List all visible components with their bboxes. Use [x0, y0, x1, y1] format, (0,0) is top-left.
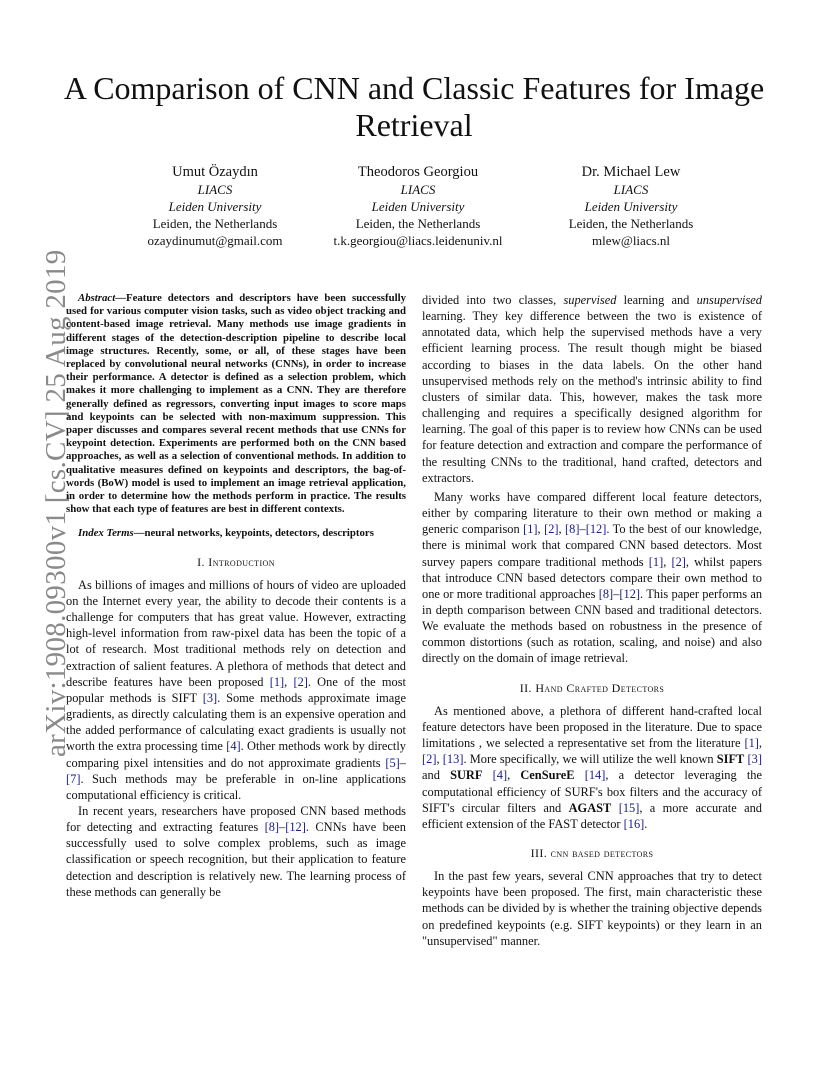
right-column — [422, 292, 762, 949]
arxiv-stamp: arXiv:1908.09300v1 [cs.CV] 25 Aug 2019 — [40, 249, 72, 757]
author-name: Dr. Michael Lew — [581, 164, 681, 180]
section-heading-cnn: III. cnn based detectors — [530, 846, 654, 860]
author-block-1 — [115, 163, 315, 249]
citation-link[interactable]: [1] — [523, 522, 538, 537]
citation-link[interactable]: [8] — [264, 820, 280, 835]
author-email: ozaydinumut@gmail.com — [147, 233, 283, 248]
section-heading-introduction: I. Introduction — [197, 554, 275, 569]
section-heading-hand-crafted: II. Hand Crafted Detectors — [519, 680, 665, 695]
citation-link[interactable]: [4] — [226, 739, 241, 754]
abstract — [66, 292, 406, 516]
author-location: Leiden, the Netherlands — [152, 216, 278, 231]
hand-crafted-paragraph: As mentioned above, a plethora of different hand-crafted local feature detectors have been proposed in the literature. Due to space limitations , we selected a representative set from the literature [1], [2], [13]. More specifically, we will utilize the well known SIFT [3] and SURF [4], CenSureE [14], a detector leveraging the computational efficiency of SURF's box filters and the accuracy of SIFT's circular filters and AGAST [15], a more accurate and efficient extension of the FAST detector [16]. — [422, 703, 762, 831]
citation-link[interactable]: [1] — [269, 674, 285, 689]
citation-link[interactable]: [12] — [585, 522, 607, 537]
intro-paragraph-4: Many works have compared different local feature detectors, either by comparing literature to their own method or making a generic comparison [1], [2], [8]–[12]. To the best of our knowledge, there is minimal work that compared CNN based detectors. Most survey papers compare traditional methods [1], [2], whilst papers that introduce CNN based detectors compare their own method to one or more traditional approaches [8]–[12]. This paper performs an in depth comparison between CNN based and traditional detectors. We evaluate the methods based on robustness in the presence of common distortions (such as rotation, scaling, and noise) and also directly on the domain of image retrieval. — [422, 489, 763, 666]
index-terms-text: —neural networks, keypoints, detectors, descriptors — [133, 527, 374, 540]
author-dept: LIACS — [197, 182, 233, 197]
author-block-3 — [531, 163, 731, 249]
author-name: Theodoros Georgiou — [357, 164, 479, 180]
author-email: t.k.georgiou@liacs.leidenuniv.nl — [333, 233, 503, 248]
citation-link[interactable]: [4] — [492, 768, 508, 783]
citation-link[interactable]: [15] — [618, 800, 640, 815]
citation-link[interactable]: [7] — [66, 771, 81, 786]
left-column — [66, 292, 406, 900]
intro-paragraph-2: In recent years, researchers have proposed CNN based methods for detecting and extracting features [8]–[12]. CNNs have been successfully used to solve complex problems, such as image classification or speech recognition, but their application to feature detection and description is relatively new. The learning process of these methods can generally be — [66, 804, 406, 899]
citation-link[interactable]: [13] — [442, 752, 464, 767]
citation-link[interactable]: [12] — [285, 820, 306, 835]
author-university: Leiden University — [584, 199, 678, 214]
author-block-2 — [318, 163, 518, 249]
citation-link[interactable]: [8] — [598, 586, 614, 601]
citation-link[interactable]: [3] — [747, 752, 762, 767]
paper-title: A Comparison of CNN and Classic Features for Image Retrieval — [63, 70, 765, 143]
citation-link[interactable]: [3] — [202, 690, 218, 705]
citation-link[interactable]: [1] — [744, 736, 759, 751]
citation-link[interactable]: [8] — [565, 522, 580, 537]
author-university: Leiden University — [168, 199, 262, 214]
author-email: mlew@liacs.nl — [591, 233, 671, 248]
cnn-paragraph: In the past few years, several CNN approaches that try to detect keypoints have been proposed. The first, main characteristic these methods can be divided by is whether the training objective depends on predefined keypoints (e.g. SIFT keypoints) or they learn in an "unsupervised" manner. — [422, 869, 762, 948]
intro-paragraph-1: As billions of images and millions of hours of video are uploaded on the Internet every year, the ability to decode their contents is a challenge for computers that has great value. However, extracting high-level information from raw-pixel data has been the topic of a lot of research. Most traditional methods rely on detection and extraction of salient features. A plethora of methods that detect and describe features have been proposed [1], [2]. One of the most popular methods is SIFT [3]. Some methods approximate image gradients, as directly calculating them is an expensive operation and the added performance of calculating exact gradients is usually not worth the extra processing time [4]. Other methods work by directly comparing pixel intensities and do not approximate gradients [5]–[7]. Such methods may be preferable in on-line applications computational efficiency is critical. — [66, 577, 407, 802]
citation-link[interactable]: [12] — [619, 586, 641, 601]
author-dept: LIACS — [613, 182, 649, 197]
index-terms — [66, 527, 406, 540]
citation-link[interactable]: [5] — [385, 755, 400, 770]
author-name: Umut Özaydın — [172, 164, 258, 180]
citation-link[interactable]: [16] — [623, 816, 645, 831]
citation-link[interactable]: [1] — [648, 554, 664, 569]
citation-link[interactable]: [14] — [584, 768, 606, 783]
abstract-text: —Feature detectors and descriptors have been successfully used for various computer vision tasks, such as video object tracking and content-based image retrieval. Many methods use image gradients in different stages of the detection-description pipeline to describe local image structures. Recently, some, or all, of these stages have been replaced by convolutional neural networks (CNNs), in order to increase their performance. A detector is defined as a selection problem, which makes it more challenging to implement as a CNN. They are therefore generally defined as regressors, converting input images to score maps and keypoints can be selected with non-maximum suppression. This paper discusses and compares several recent methods that use CNNs for keypoint detection. Experiments are performed both on the CNN based approaches, as well as a selection of conventional methods. In addition to qualitative measures defined on keypoints and descriptors, the bag-of-words (BoW) model is used to implement an image retrieval application, in order to determine how the methods perform in practice. The results show that each type of features are best in different contexts. — [66, 292, 406, 516]
intro-paragraph-3: divided into two classes, supervised learning and unsupervised learning. They key difference between the two is existence of annotated data, which help the supervised methods have a very efficient learning process. The result though might be biased according to biases in the data labels. On the other hand unsupervised methods rely on the method's intrinsic ability to find clusters of similar data. This, however, makes the task more challenging and requires a specifically designed algorithm for learning. The goal of this paper is to review how CNNs can be used for feature detection and extraction and compare the performance of the resulting CNNs to the traditional, hand crafted, detectors and extractors. — [422, 293, 762, 485]
author-location: Leiden, the Netherlands — [355, 216, 481, 231]
author-university: Leiden University — [371, 199, 465, 214]
abstract-lead: Abstract — [78, 292, 116, 304]
author-location: Leiden, the Netherlands — [568, 216, 694, 231]
author-dept: LIACS — [400, 182, 436, 197]
citation-link[interactable]: [2] — [544, 522, 559, 537]
citation-link[interactable]: [2] — [422, 752, 437, 767]
citation-link[interactable]: [2] — [293, 674, 308, 689]
citation-link[interactable]: [2] — [671, 554, 686, 569]
index-terms-lead: Index Terms — [78, 527, 134, 540]
